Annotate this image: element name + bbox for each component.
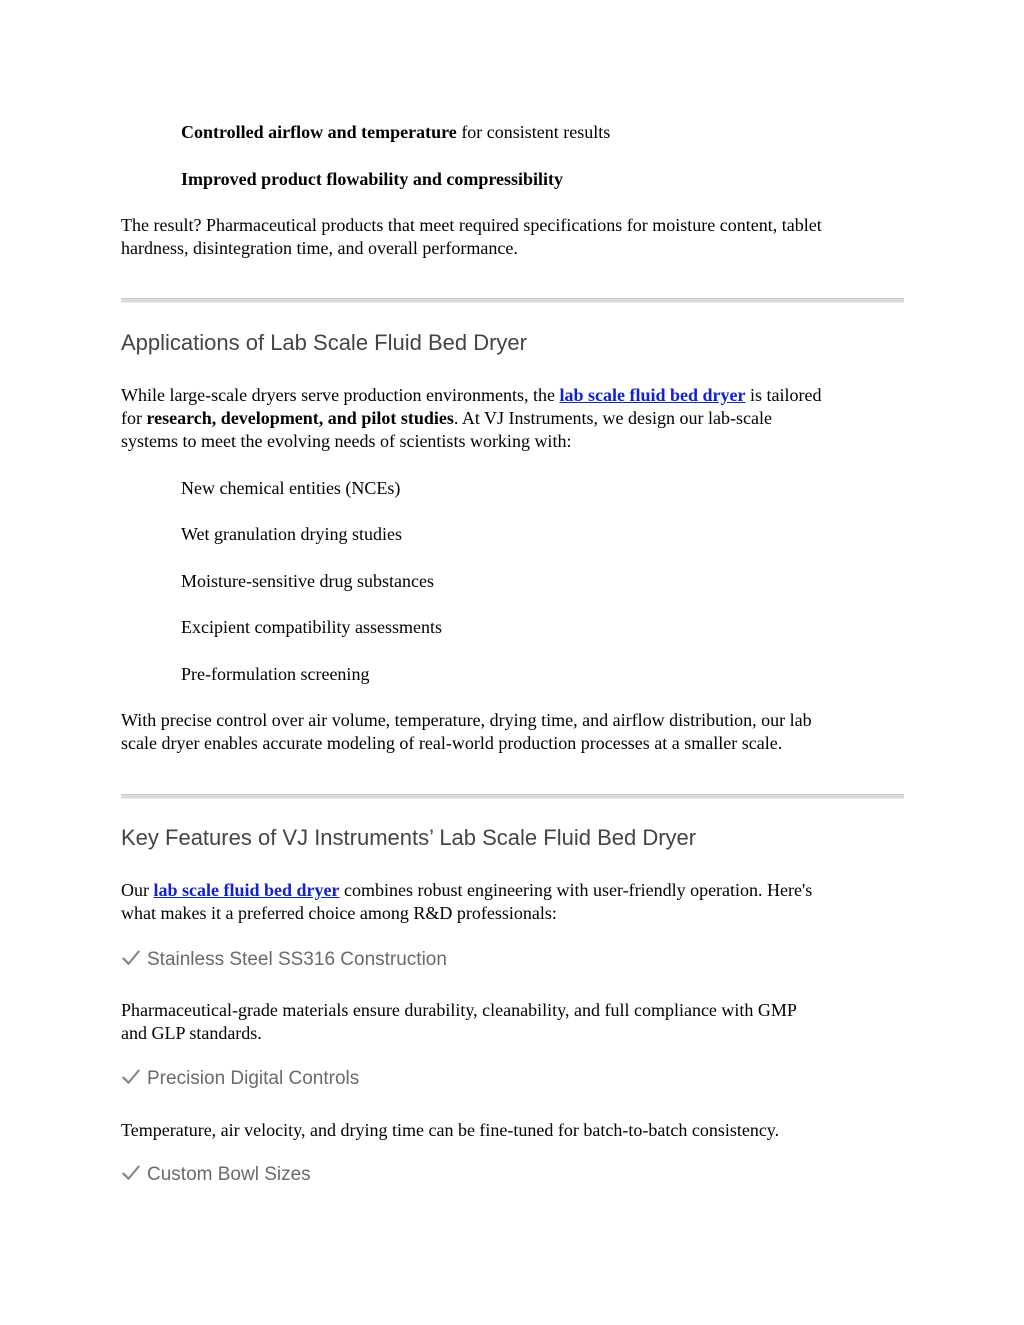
check-icon <box>121 949 141 967</box>
paragraph-line: With precise control over air volume, temperature, drying time, and airflow distribution, our lab <box>121 710 812 730</box>
text-run: . At VJ Instruments, we design our lab-scale <box>453 408 772 428</box>
paragraph-line: scale dryer enables accurate modeling of real-world production processes at a smaller scale. <box>121 733 783 753</box>
bullet-item-flowability <box>181 168 563 191</box>
feature-title: Stainless Steel SS316 Construction <box>147 949 447 970</box>
feature-heading-bowl-sizes <box>121 1163 311 1187</box>
list-item: New chemical entities (NCEs) <box>181 478 401 498</box>
paragraph-line <box>121 879 904 902</box>
text-run: for <box>121 408 147 428</box>
features-intro-paragraph <box>121 879 904 925</box>
text-run: combines robust engineering with user-friendly operation. Here's <box>339 880 813 900</box>
paragraph-line: systems to meet the evolving needs of scientists working with: <box>121 431 572 451</box>
paragraph-line: and GLP standards. <box>121 1023 262 1043</box>
result-paragraph <box>121 214 904 260</box>
list-item: Wet granulation drying studies <box>181 524 403 544</box>
feature-heading-stainless-steel <box>121 948 447 972</box>
lab-scale-dryer-link[interactable]: lab scale fluid bed dryer <box>153 880 340 900</box>
list-item: Excipient compatibility assessments <box>181 617 442 637</box>
paragraph-line: Pharmaceutical-grade materials ensure durability, cleanability, and full compliance with GMP <box>121 1000 797 1020</box>
bullet-item-airflow <box>181 121 610 144</box>
check-icon <box>121 1164 141 1182</box>
paragraph-line: Temperature, air velocity, and drying time can be fine-tuned for batch-to-batch consistency. <box>121 1120 780 1140</box>
feature-title: Custom Bowl Sizes <box>147 1164 311 1185</box>
feature-heading-digital-controls <box>121 1067 359 1091</box>
section-heading-features: Key Features of VJ Instruments’ Lab Scale Fluid Bed Dryer <box>121 825 697 850</box>
list-item: Pre-formulation screening <box>181 664 370 684</box>
lab-scale-dryer-link[interactable]: lab scale fluid bed dryer <box>559 385 746 405</box>
feature-description <box>121 999 904 1045</box>
text-run: Our <box>121 880 154 900</box>
section-divider <box>121 298 904 303</box>
text-run: is tailored <box>745 385 822 405</box>
bold-text: research, development, and pilot studies <box>146 408 454 428</box>
section-divider <box>121 794 904 799</box>
bullet-bold-text: Improved product flowability and compressibility <box>181 169 564 189</box>
paragraph-line: hardness, disintegration time, and overall performance. <box>121 238 518 258</box>
paragraph-line <box>121 407 904 430</box>
feature-title: Precision Digital Controls <box>147 1068 360 1089</box>
applications-intro-paragraph <box>121 384 904 453</box>
feature-description <box>121 1119 904 1142</box>
section-heading-applications: Applications of Lab Scale Fluid Bed Dryer <box>121 330 527 355</box>
paragraph-line <box>121 384 904 407</box>
check-icon <box>121 1068 141 1086</box>
bullet-text: for consistent results <box>456 122 611 142</box>
bullet-bold-text: Controlled airflow and temperature <box>181 122 457 142</box>
paragraph-line: The result? Pharmaceutical products that meet required specifications for moisture content, tablet <box>121 215 822 235</box>
text-run: While large-scale dryers serve production environments, the <box>121 385 560 405</box>
paragraph-line: what makes it a preferred choice among R&D professionals: <box>121 903 557 923</box>
list-item: Moisture-sensitive drug substances <box>181 571 434 591</box>
applications-closing-paragraph <box>121 709 904 755</box>
